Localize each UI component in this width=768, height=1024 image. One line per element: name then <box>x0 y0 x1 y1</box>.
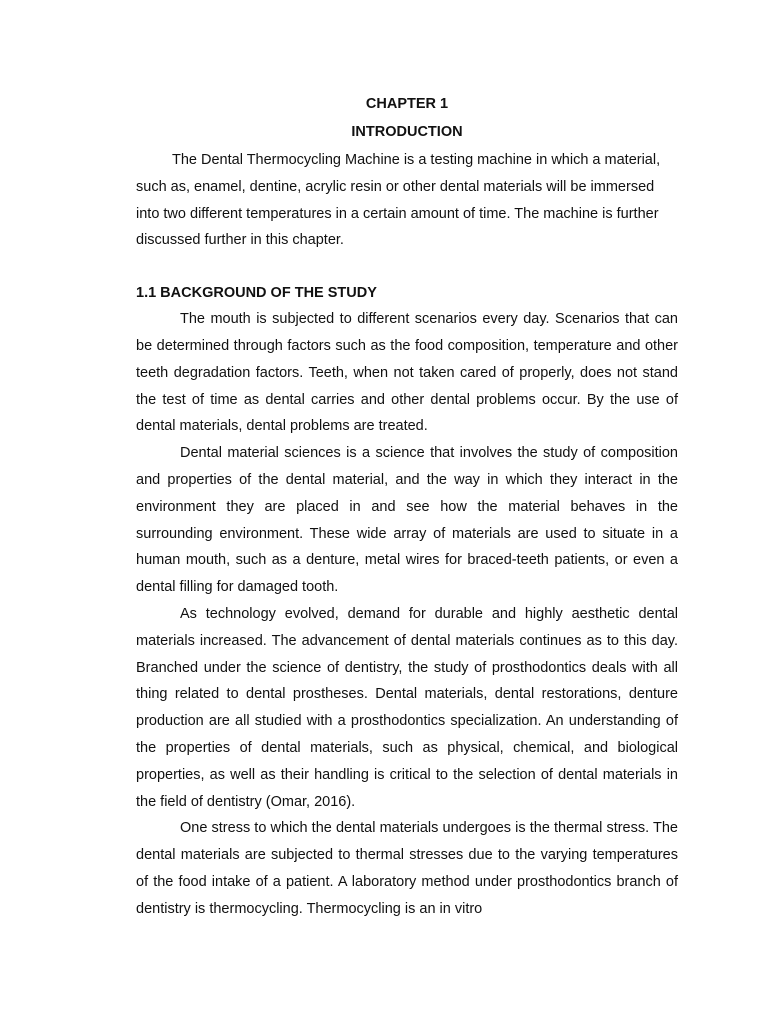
chapter-label: CHAPTER 1 <box>365 96 449 112</box>
document-page <box>136 90 678 923</box>
chapter-title: INTRODUCTION <box>351 124 463 140</box>
body-paragraph-1: The mouth is subjected to different scenarios every day. Scenarios that can be determined through factors such as the food composition, temperature and other teeth degradation factors. Teeth, when not taken cared of properly, does not stand the test of time as dental carries and other dental problems occur. By the use of dental materials, dental problems are treated. <box>136 311 678 435</box>
body-paragraph-3: As technology evolved, demand for durable and highly aesthetic dental materials increased. The advancement of dental materials continues as to this day. Branched under the science of dentistry, the study of prosthodontics deals with all thing related to dental prostheses. Dental materials, dental restorations, denture production are all studied with a prosthodontics specialization. An understanding of the properties of dental materials, such as physical, chemical, and biological properties, as well as their handling is critical to the selection of dental materials in the field of dentistry (Omar, 2016). <box>136 605 678 810</box>
intro-paragraph: The Dental Thermocycling Machine is a testing machine in which a material, such as, enamel, dentine, acrylic resin or other dental materials will be immersed into two different temperatures in a certain amount of time. The machine is further discussed further in this chapter. <box>136 152 661 249</box>
body-paragraph-2: Dental material sciences is a science that involves the study of composition and properties of the dental material, and the way in which they interact in the environment they are placed in and see how the material behaves in the surrounding environment. These wide array of materials are used to situate in a human mouth, such as a denture, metal wires for braced-teeth patients, or even a dental filling for damaged tooth. <box>136 445 678 596</box>
body-paragraph-4: One stress to which the dental materials undergoes is the thermal stress. The dental materials are subjected to thermal stresses due to the varying temperatures of the food intake of a patient. A laboratory method under prosthodontics branch of dentistry is thermocycling. Thermocycling is an in vitro <box>136 820 678 917</box>
section-title: 1.1 BACKGROUND OF THE STUDY <box>136 285 377 302</box>
